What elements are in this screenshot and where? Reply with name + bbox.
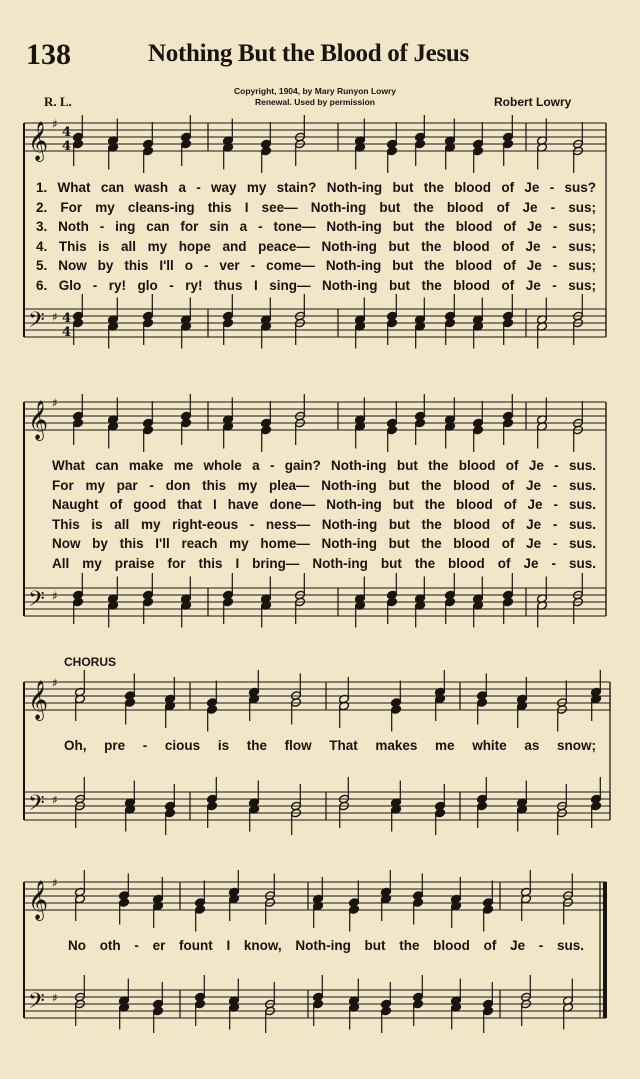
lyric-word: I xyxy=(253,278,258,293)
key-signature-sharp: ♯ xyxy=(52,676,58,690)
lyric-word: of xyxy=(483,938,497,953)
lyric-word: gain? xyxy=(284,458,321,473)
lyric-word: blood xyxy=(458,458,496,473)
lyric-word: of xyxy=(505,458,519,473)
lyric-word: thus xyxy=(214,278,243,293)
lyric-word: a xyxy=(252,458,260,473)
key-signature-sharp: ♯ xyxy=(52,117,58,131)
lyric-word: Noth-ing xyxy=(326,180,383,195)
verse-continuation-1 xyxy=(0,458,640,476)
lyric-word: but xyxy=(392,219,414,235)
lyric-word: this xyxy=(119,536,144,552)
lyric-word: - xyxy=(203,258,209,274)
lyric-word: - xyxy=(538,938,544,953)
lyric-word: me xyxy=(435,738,455,753)
lyric-word: home— xyxy=(260,536,310,552)
lyric-word: Noth-ing xyxy=(310,199,367,215)
lyric-word: that xyxy=(177,497,202,513)
lyric-word: of xyxy=(501,516,515,532)
lyric-word: this xyxy=(124,258,149,274)
key-signature-sharp: ♯ xyxy=(52,589,58,603)
key-signature-sharp: ♯ xyxy=(52,876,58,890)
lyric-word: of xyxy=(109,497,123,513)
lyric-word: Oh, xyxy=(64,738,87,753)
lyric-word: and xyxy=(222,238,247,254)
hymn-title: Nothing But the Blood of Jesus xyxy=(148,40,469,67)
lyric-word: Je xyxy=(526,258,542,274)
lyric-word: Naught xyxy=(52,497,99,513)
lyric-word: I xyxy=(226,938,231,953)
lyric-word: my xyxy=(85,477,105,493)
verse-continuation-3 xyxy=(0,497,640,515)
lyric-word: is xyxy=(217,738,230,753)
lyric-word: Noth-ing xyxy=(321,477,377,493)
lyric-word: For xyxy=(60,199,83,215)
lyric-word: Noth-ing xyxy=(322,278,378,293)
lyric-word: blood xyxy=(453,536,491,552)
lyric-word: - xyxy=(550,199,556,215)
lyric-word: Noth-ing xyxy=(326,219,382,235)
bass-clef: 𝄢 xyxy=(28,308,45,338)
lyric-word: the xyxy=(421,238,442,254)
lyric-word: Je xyxy=(527,497,543,513)
lyric-word: No xyxy=(68,938,86,953)
lyric-word: o xyxy=(184,258,193,274)
lyric-word: the xyxy=(424,497,445,513)
lyric-word: Now xyxy=(52,536,81,552)
lyric-word: For xyxy=(52,477,74,493)
lyric-word: Je xyxy=(525,238,541,254)
lyric-word: the xyxy=(399,938,420,953)
lyric-word: my xyxy=(237,477,258,493)
chorus-lyric-line-1 xyxy=(0,738,640,756)
lyric-word: the xyxy=(424,219,445,235)
lyric-word: my xyxy=(147,238,168,254)
lyric-word: my xyxy=(246,180,267,195)
lyric-word: sus. xyxy=(568,536,596,552)
lyric-word: but xyxy=(364,938,386,953)
lyric-word: Noth-ing xyxy=(321,238,377,254)
lyric-word: - xyxy=(99,219,105,235)
lyric-word: 4. xyxy=(36,238,48,254)
lyric-word: way xyxy=(211,180,237,195)
lyric-word: Noth-ing xyxy=(312,556,368,571)
lyric-word: the xyxy=(421,278,442,293)
lyric-word: ver xyxy=(219,258,240,274)
lyric-word: can xyxy=(146,219,170,235)
lyric-word: Je xyxy=(526,219,542,235)
verse-line-5 xyxy=(0,258,640,276)
lyric-word: glo xyxy=(137,278,158,293)
treble-clef: 𝄞 xyxy=(28,400,49,440)
lyric-word: blood xyxy=(455,219,493,235)
lyric-word: a xyxy=(239,219,248,235)
lyric-word: cleans-ing xyxy=(127,199,195,215)
lyric-word: I'll xyxy=(159,258,174,274)
copyright-line-2: Renewal. Used by permission xyxy=(255,97,375,107)
lyric-word: for xyxy=(180,219,199,235)
lyric-word: done— xyxy=(269,497,316,513)
bass-clef: 𝄢 xyxy=(28,587,45,617)
lyric-word: but xyxy=(396,458,418,473)
lyric-word: - xyxy=(169,278,174,293)
lyric-word: of xyxy=(501,477,515,493)
lyric-word: Glo xyxy=(58,278,82,293)
lyric-word: a xyxy=(178,180,186,195)
lyric-word: 3. xyxy=(36,219,48,235)
lyric-word: cious xyxy=(164,738,201,753)
lyric-word: tone— xyxy=(273,219,316,235)
lyric-word: Now xyxy=(58,258,87,274)
lyric-word: bring— xyxy=(252,556,300,571)
lyric-word: makes xyxy=(375,738,418,753)
lyric-word: 1. xyxy=(36,180,48,195)
lyric-word: Je xyxy=(523,556,539,571)
lyric-word: blood xyxy=(453,477,490,493)
verse-line-2 xyxy=(0,200,640,218)
lyric-word: the xyxy=(414,556,436,571)
lyric-word: as xyxy=(524,738,540,753)
lyric-word: know, xyxy=(243,938,282,953)
lyric-word: - xyxy=(549,180,555,195)
lyric-word: ry! xyxy=(108,278,126,293)
lyric-word: - xyxy=(552,536,558,552)
treble-clef: 𝄞 xyxy=(28,121,49,161)
lyric-word: the xyxy=(421,536,442,552)
lyric-word: blood xyxy=(453,516,491,532)
lyric-word: That xyxy=(329,738,358,753)
verse-continuation-4 xyxy=(0,517,640,535)
composer: Robert Lowry xyxy=(494,95,572,109)
lyric-word: the xyxy=(428,458,449,473)
lyric-word: praise xyxy=(114,556,155,571)
treble-clef: 𝄞 xyxy=(28,680,49,720)
lyric-word: the xyxy=(424,258,445,274)
lyric-word: - xyxy=(258,219,263,235)
lyric-word: fount xyxy=(179,938,213,953)
lyric-word: I xyxy=(235,556,240,571)
lyric-word: all xyxy=(121,238,137,254)
lyric-word: wash xyxy=(134,180,169,195)
lyric-word: sus; xyxy=(568,219,596,235)
lyric-word: white xyxy=(472,738,507,753)
lyric-word: sus. xyxy=(568,477,596,493)
lyric-word: see— xyxy=(261,199,298,215)
lyric-word: right-eous xyxy=(172,516,239,532)
lyric-word: of xyxy=(497,556,511,571)
lyric-word: flow xyxy=(284,738,312,753)
lyric-word: for xyxy=(167,556,186,571)
lyric-word: all xyxy=(114,516,130,532)
lyric-word: sus; xyxy=(568,278,596,293)
lyric-word: Je xyxy=(525,278,541,293)
lyric-word: Noth-ing xyxy=(331,458,387,473)
lyric-word: blood xyxy=(448,556,485,571)
chorus-label: CHORUS xyxy=(64,655,117,669)
lyric-word: 2. xyxy=(36,199,48,215)
lyric-word: by xyxy=(92,536,108,552)
lyric-word: 5. xyxy=(36,258,48,274)
lyric-word: blood xyxy=(452,238,490,254)
treble-clef: 𝄞 xyxy=(28,880,49,920)
lyric-word: blood xyxy=(455,258,493,274)
lyric-word: good xyxy=(133,497,167,513)
lyric-word: sus. xyxy=(568,556,596,571)
lyric-word: hope xyxy=(178,238,211,254)
time-signature-top: 4 xyxy=(62,125,72,140)
lyric-word: - xyxy=(134,938,139,953)
lyric-word: is xyxy=(98,238,110,254)
lyric-word: sus; xyxy=(568,238,596,254)
lyric-word: of xyxy=(503,219,517,235)
lyric-word: Noth-ing xyxy=(295,938,351,953)
lyric-word: of xyxy=(496,199,510,215)
lyric-word: the xyxy=(246,738,267,753)
lyric-word: the xyxy=(423,180,445,195)
lyric-word: - xyxy=(552,258,558,274)
lyric-word: sus; xyxy=(568,199,596,215)
lyric-word: is xyxy=(91,516,103,532)
lyric-word: I xyxy=(212,497,217,513)
lyric-word: - xyxy=(552,477,558,493)
lyric-word: - xyxy=(552,516,558,532)
lyric-word: my xyxy=(95,199,115,215)
lyric-word: Je xyxy=(526,477,542,493)
lyric-word: of xyxy=(503,258,516,274)
time-signature-bottom: 4 xyxy=(62,139,72,154)
lyric-word: but xyxy=(388,516,410,532)
lyric-word: stain? xyxy=(276,180,317,195)
lyric-word: but xyxy=(392,258,414,274)
lyric-word: blood xyxy=(446,199,484,215)
lyric-word: the xyxy=(421,516,442,532)
lyric-word: come— xyxy=(266,258,315,274)
lyric-word: - xyxy=(551,556,556,571)
lyric-word: of xyxy=(501,536,515,552)
lyric-word: Je xyxy=(524,180,540,195)
verse-line-1 xyxy=(0,180,640,198)
verse-line-3 xyxy=(0,219,640,237)
lyric-word: but xyxy=(388,536,410,552)
lyric-word: but xyxy=(388,477,410,493)
chorus-lyric-line-2 xyxy=(0,938,640,956)
lyric-word: have xyxy=(227,497,259,513)
lyric-word: All xyxy=(52,556,70,571)
lyric-word: don xyxy=(165,477,191,493)
lyric-word: Noth xyxy=(58,219,89,235)
verse-line-6 xyxy=(0,278,640,296)
lyric-word: I'll xyxy=(155,536,170,552)
lyric-word: sin xyxy=(209,219,229,235)
author-initials: R. L. xyxy=(44,94,72,109)
lyric-word: can xyxy=(95,458,119,473)
verse-continuation-6 xyxy=(0,556,640,574)
lyric-word: can xyxy=(100,180,125,195)
bass-clef: 𝄢 xyxy=(28,791,45,821)
lyric-word: my xyxy=(229,536,249,552)
lyric-word: What xyxy=(57,180,91,195)
lyric-word: make xyxy=(128,458,164,473)
lyric-word: but xyxy=(392,180,414,195)
lyric-word: plea— xyxy=(269,477,310,493)
lyric-word: Noth-ing xyxy=(325,258,382,274)
lyric-word: Je xyxy=(510,938,526,953)
lyric-word: Noth-ing xyxy=(326,497,382,513)
lyric-word: of xyxy=(503,497,517,513)
lyric-word: whole xyxy=(203,458,242,473)
lyric-word: - xyxy=(553,497,558,513)
lyric-word: by xyxy=(97,258,114,274)
lyric-word: - xyxy=(92,278,98,293)
lyric-word: I xyxy=(244,199,249,215)
lyric-word: oth xyxy=(99,938,121,953)
lyric-word: - xyxy=(149,477,154,493)
lyric-word: blood xyxy=(454,180,492,195)
verse-continuation-2 xyxy=(0,478,640,496)
time-signature-top: 4 xyxy=(62,311,72,326)
lyric-word: - xyxy=(196,180,201,195)
lyric-word: sus. xyxy=(556,938,584,953)
lyric-word: - xyxy=(269,458,275,473)
lyric-word: but xyxy=(379,199,401,215)
lyric-word: of xyxy=(501,278,515,293)
lyric-word: this xyxy=(202,477,227,493)
lyric-word: Je xyxy=(528,458,544,473)
lyric-word: Je xyxy=(526,536,542,552)
lyric-word: - xyxy=(250,258,256,274)
lyric-word: ry! xyxy=(185,278,203,293)
lyric-word: the xyxy=(421,477,442,493)
verse-line-4 xyxy=(0,239,640,257)
lyric-word: snow; xyxy=(557,738,596,753)
lyric-word: the xyxy=(413,199,434,215)
lyric-word: - xyxy=(554,458,559,473)
hymn-number: 138 xyxy=(26,38,71,71)
time-signature-bottom: 4 xyxy=(62,325,72,340)
key-signature-sharp: ♯ xyxy=(52,396,58,410)
lyric-word: - xyxy=(552,219,558,235)
lyric-word: Je xyxy=(526,516,542,532)
lyric-word: sus; xyxy=(568,258,596,274)
key-signature-sharp: ♯ xyxy=(52,310,58,324)
lyric-word: par xyxy=(116,477,138,493)
lyric-word: sing— xyxy=(269,278,311,293)
lyric-word: Noth-ing xyxy=(321,516,378,532)
lyric-word: this xyxy=(207,199,232,215)
lyric-word: This xyxy=(58,238,87,254)
lyric-word: This xyxy=(52,516,80,532)
lyric-word: but xyxy=(392,497,414,513)
lyric-word: me xyxy=(173,458,194,473)
lyric-word: my xyxy=(140,516,161,532)
lyric-word: What xyxy=(52,458,85,473)
lyric-word: of xyxy=(501,180,515,195)
lyric-word: - xyxy=(552,238,557,254)
lyric-word: pre xyxy=(104,738,126,753)
lyric-word: - xyxy=(552,278,557,293)
lyric-word: but xyxy=(388,278,410,293)
lyric-word: ness— xyxy=(265,516,311,532)
lyric-word: - xyxy=(249,516,255,532)
lyric-word: this xyxy=(198,556,223,571)
lyric-word: er xyxy=(152,938,166,953)
copyright-line-1: Copyright, 1904, by Mary Runyon Lowry xyxy=(233,86,396,96)
lyric-word: Je xyxy=(522,199,538,215)
lyric-word: ing xyxy=(115,219,136,235)
lyric-word: blood xyxy=(455,497,493,513)
lyric-word: 6. xyxy=(36,278,48,293)
lyric-word: sus? xyxy=(564,180,596,195)
lyric-word: sus. xyxy=(568,516,596,532)
lyric-word: of xyxy=(501,238,514,254)
lyric-word: sus. xyxy=(568,458,596,473)
key-signature-sharp: ♯ xyxy=(52,991,58,1005)
lyric-word: blood xyxy=(453,278,490,293)
verse-continuation-5 xyxy=(0,536,640,554)
lyric-word: but xyxy=(388,238,410,254)
lyric-word: peace— xyxy=(258,238,310,254)
bass-clef: 𝄢 xyxy=(28,989,45,1019)
lyric-word: - xyxy=(142,738,148,753)
lyric-word: my xyxy=(82,556,102,571)
lyric-word: blood xyxy=(433,938,470,953)
lyric-word: but xyxy=(380,556,402,571)
lyric-word: sus. xyxy=(568,497,596,513)
lyric-word: reach xyxy=(181,536,218,552)
lyric-word: Noth-ing xyxy=(321,536,377,552)
key-signature-sharp: ♯ xyxy=(52,793,58,807)
